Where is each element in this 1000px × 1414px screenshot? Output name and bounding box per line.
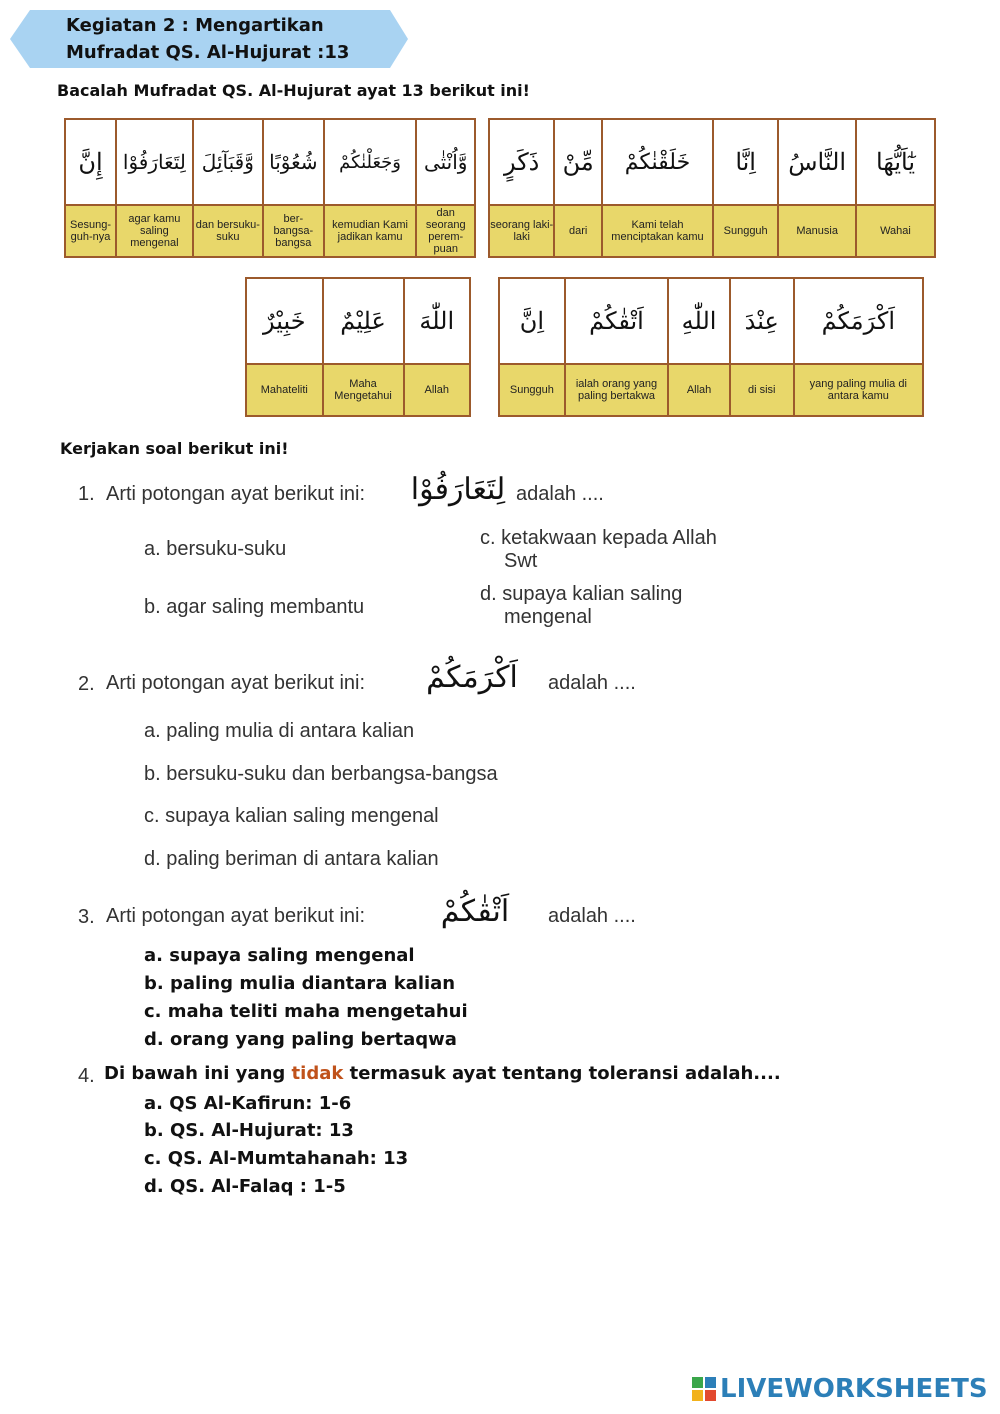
question-4-number: 4. (78, 1065, 95, 1087)
question-4-pre: Di bawah ini yang (104, 1063, 286, 1084)
q1-option-b[interactable]: b. agar saling membantu (144, 596, 365, 618)
question-1-suffix: adalah .... (516, 483, 604, 505)
q4-option-c[interactable]: c. QS. Al-Mumtahanah: 13 (144, 1148, 409, 1169)
q4-option-b[interactable]: b. QS. Al-Hujurat: 13 (144, 1120, 354, 1141)
meaning-cell: ialah orang yang paling bertakwa (565, 364, 668, 416)
q3-option-b[interactable]: b. paling mulia diantara kalian (144, 973, 456, 994)
q1-option-c-line1: c. ketakwaan kepada Allah (480, 527, 717, 549)
q3-option-d[interactable]: d. orang yang paling bertaqwa (144, 1029, 457, 1050)
arabic-word: شُعُوْبًا (263, 119, 324, 205)
meaning-cell: dari (554, 205, 602, 257)
arabic-word: يٰٓاَيُّهَا (856, 119, 935, 205)
meaning-cell: yang paling mulia di antara kamu (794, 364, 923, 416)
arabic-word: اِنَّا (713, 119, 779, 205)
meaning-cell: Wahai (856, 205, 935, 257)
meaning-cell: Maha Mengetahui (323, 364, 404, 416)
meaning-cell: Mahateliti (246, 364, 323, 416)
q1-option-d-line1: d. supaya kalian saling (480, 583, 683, 605)
q2-option-c[interactable]: c. supaya kalian saling mengenal (144, 805, 439, 827)
question-4-highlight: tidak (291, 1063, 344, 1084)
question-4-post: termasuk ayat tentang toleransi adalah.... (349, 1063, 781, 1084)
banner-line-1: Kegiatan 2 : Mengartikan (66, 15, 324, 36)
arabic-word: ذَكَرٍ (489, 119, 554, 205)
banner-line-2: Mufradat QS. Al-Hujurat :13 (66, 42, 350, 63)
question-4-text (104, 1063, 781, 1084)
question-3-number: 3. (78, 906, 95, 928)
q3-option-a[interactable]: a. supaya saling mengenal (144, 945, 415, 966)
meaning-cell: Allah (404, 364, 471, 416)
q1-option-d[interactable] (480, 583, 682, 629)
arabic-word: لِتَعَارَفُوْا (116, 119, 193, 205)
exercise-instruction: Kerjakan soal berikut ini! (60, 439, 289, 458)
arabic-word: وَّقَبَآئِلَ (193, 119, 263, 205)
question-2-suffix: adalah .... (548, 672, 636, 694)
vocab-table-3 (245, 277, 471, 417)
question-3-suffix: adalah .... (548, 905, 636, 927)
arabic-word: وَّاُنْثٰى (416, 119, 475, 205)
arabic-word: اَتْقٰكُمْ (565, 278, 668, 364)
meaning-cell: dan bersuku-suku (193, 205, 263, 257)
q3-option-c[interactable]: c. maha teliti maha mengetahui (144, 1001, 468, 1022)
meaning-cell: Kami telah menciptakan kamu (602, 205, 713, 257)
meaning-cell: Sungguh (713, 205, 779, 257)
question-1-number: 1. (78, 483, 95, 505)
meaning-cell: Sungguh (499, 364, 565, 416)
meaning-cell: ber-bangsa-bangsa (263, 205, 324, 257)
arabic-word: اَكْرَمَكُمْ (794, 278, 923, 364)
arabic-word: اللّٰهَ (404, 278, 471, 364)
arabic-word: عَلِيْمٌ (323, 278, 404, 364)
question-2-text: Arti potongan ayat berikut ini: (106, 672, 366, 694)
q2-option-a[interactable]: a. paling mulia di antara kalian (144, 720, 415, 742)
arabic-word: مِّنْ (554, 119, 602, 205)
arabic-word: إِنَّ (65, 119, 116, 205)
q2-option-d[interactable]: d. paling beriman di antara kalian (144, 848, 439, 870)
meaning-cell: agar kamu saling mengenal (116, 205, 193, 257)
q1-option-c-line2: Swt (504, 550, 538, 572)
question-2-arabic: اَكْرَمَكُمْ (426, 660, 518, 695)
q1-option-c[interactable] (480, 527, 717, 573)
question-2-number: 2. (78, 673, 95, 695)
arabic-word: وَجَعَلْنٰكُمْ (324, 119, 417, 205)
meaning-cell: di sisi (730, 364, 794, 416)
meaning-cell: kemudian Kami jadikan kamu (324, 205, 417, 257)
meaning-cell: Manusia (778, 205, 856, 257)
arabic-word: اللّٰهِ (668, 278, 730, 364)
arabic-word: خَلَقْنٰكُمْ (602, 119, 713, 205)
question-1-text: Arti potongan ayat berikut ini: (106, 483, 366, 505)
arabic-word: خَبِيْرٌ (246, 278, 323, 364)
meaning-cell: Allah (668, 364, 730, 416)
arabic-word: النَّاسُ (778, 119, 856, 205)
meaning-cell: Sesung-guh-nya (65, 205, 116, 257)
meaning-cell: seorang laki-laki (489, 205, 554, 257)
question-3-arabic: اَتْقٰكُمْ (440, 894, 510, 929)
question-1-arabic: لِتَعَارَفُوْا (410, 472, 506, 507)
question-3-text: Arti potongan ayat berikut ini: (106, 905, 366, 927)
arabic-word: عِنْدَ (730, 278, 794, 364)
banner-title (66, 12, 349, 66)
q2-option-b[interactable]: b. bersuku-suku dan berbangsa-bangsa (144, 763, 498, 785)
q4-option-a[interactable]: a. QS Al-Kafirun: 1-6 (144, 1093, 352, 1114)
meaning-cell: dan seorang perem-puan (416, 205, 475, 257)
q1-option-d-line2: mengenal (504, 606, 592, 628)
arabic-word: اِنَّ (499, 278, 565, 364)
vocab-table-4 (498, 277, 924, 417)
reading-instruction: Bacalah Mufradat QS. Al-Hujurat ayat 13 berikut ini! (57, 81, 530, 100)
logo-text: LIVEWORKSHEETS (720, 1374, 988, 1404)
logo-grid-icon (692, 1377, 716, 1401)
q4-option-d[interactable]: d. QS. Al-Falaq : 1-5 (144, 1176, 346, 1197)
vocab-table-2 (488, 118, 936, 258)
vocab-table-1 (64, 118, 476, 258)
liveworksheets-logo[interactable] (692, 1374, 988, 1404)
q1-option-a[interactable]: a. bersuku-suku (144, 538, 287, 560)
